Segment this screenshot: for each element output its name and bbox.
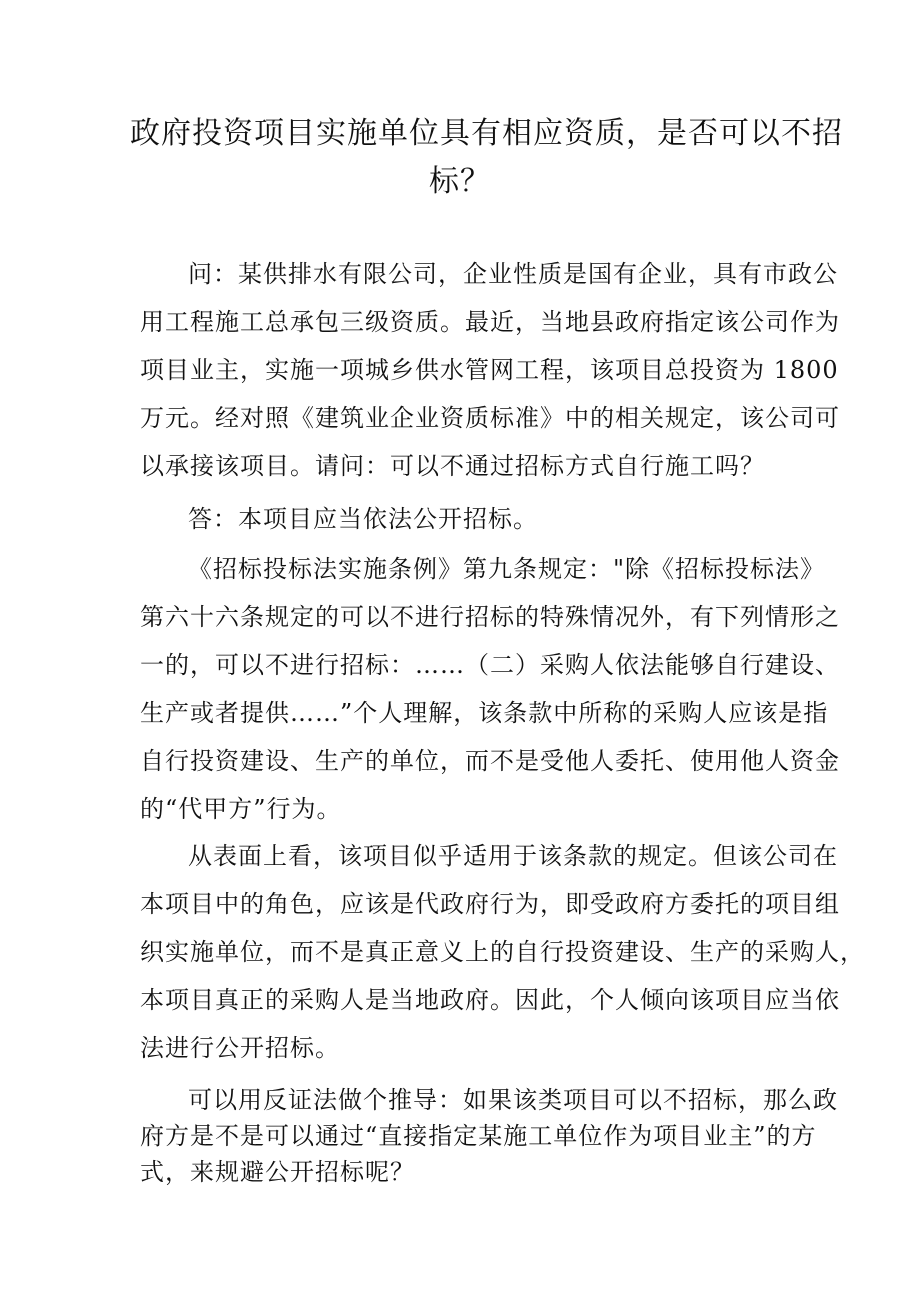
paragraph-line: 的“代甲方”行为。 (140, 795, 342, 823)
paragraph-line: 可以用反证法做个推导：如果该类项目可以不招标，那么政 (188, 1086, 838, 1114)
reasoning-paragraph (140, 1082, 838, 1190)
paragraph-line: 项目业主，实施一项城乡供水管网工程，该项目总投资为 1800 (140, 356, 839, 384)
paragraph-line: 本项目真正的采购人是当地政府。因此，个人倾向该项目应当依 (140, 986, 840, 1014)
paragraph-line: 第六十六条规定的可以不进行招标的特殊情况外，有下列情形之 (140, 603, 840, 631)
paragraph-line: 式，来规避公开招标呢？ (140, 1158, 415, 1186)
paragraph-line: 《招标投标法实施条例》第九条规定："除《招标投标法》 (188, 555, 826, 583)
paragraph-line: 本项目中的角色，应该是代政府行为，即受政府方委托的项目组 (140, 890, 840, 918)
paragraph-line: 自行投资建设、生产的单位，而不是受他人委托、使用他人资金 (140, 747, 840, 775)
paragraph-line: 府方是不是可以通过“直接指定某施工单位作为项目业主”的方 (140, 1122, 817, 1150)
title-line: 政府投资项目实施单位具有相应资质，是否可以不招 (130, 116, 843, 151)
answer-paragraph (140, 495, 785, 543)
paragraph-line: 问：某供排水有限公司，企业性质是国有企业，具有市政公 (188, 260, 838, 288)
regulation-paragraph (140, 545, 840, 833)
analysis-paragraph (140, 832, 865, 1072)
paragraph-line: 织实施单位，而不是真正意义上的自行投资建设、生产的采购人， (140, 938, 865, 966)
paragraph-line: 从表面上看，该项目似乎适用于该条款的规定。但该公司在 (188, 842, 838, 870)
document-title (130, 110, 843, 206)
paragraph-line: 法进行公开招标。 (140, 1034, 340, 1062)
question-paragraph (140, 250, 840, 490)
paragraph-line: 答：本项目应当依法公开招标。 (188, 505, 538, 533)
paragraph-line: 以承接该项目。请问：可以不通过招标方式自行施工吗？ (140, 452, 765, 480)
paragraph-line: 万元。经对照《建筑业企业资质标准》中的相关规定，该公司可 (140, 404, 840, 432)
paragraph-line: 一的，可以不进行招标：……（二）采购人依法能够自行建设、 (140, 651, 840, 679)
paragraph-line: 用工程施工总承包三级资质。最近，当地县政府指定该公司作为 (140, 308, 840, 336)
title-line: 标？ (429, 164, 491, 199)
paragraph-line: 生产或者提供……”个人理解，该条款中所称的采购人应该是指 (140, 699, 829, 727)
